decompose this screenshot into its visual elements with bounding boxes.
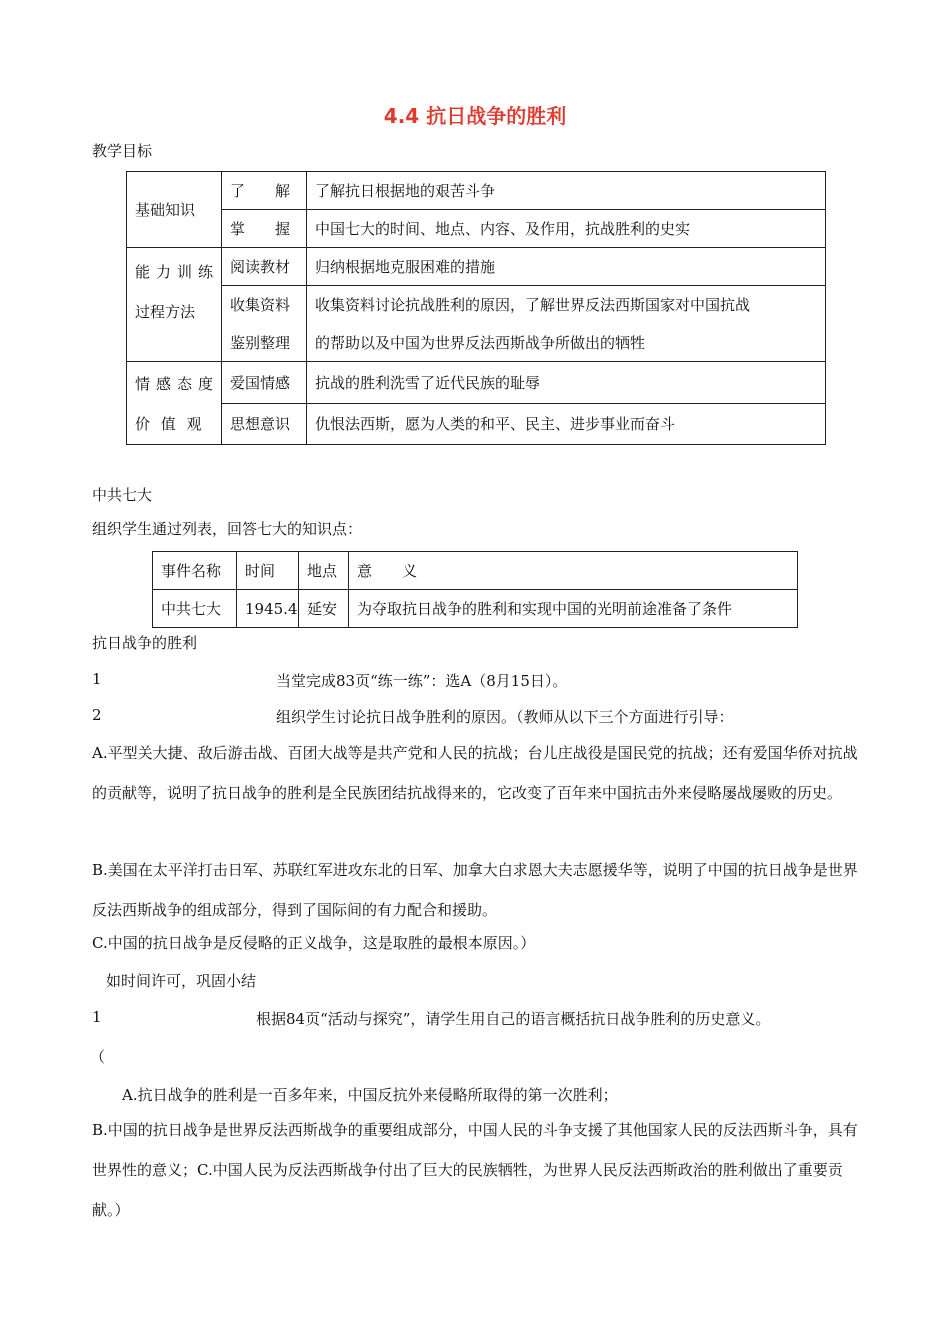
label-cell: 思想意识 <box>222 403 307 445</box>
cell: 中共七大 <box>153 590 237 628</box>
list-number: 1 <box>92 670 102 688</box>
paragraph-point-bc: B.中国的抗日战争是世界反法西斯战争的重要组成部分，中国人民的斗争支援了其他国家人民的反法西斯斗争，具有世界性的意义；C.中国人民为反法西斯战争付出了巨大的民族牺牲，为世界人民反法西斯政治的胜利做出了重要贡献。） <box>92 1121 858 1219</box>
section-heading: 中共七大 <box>92 486 153 504</box>
table-row <box>153 590 798 628</box>
paragraph-point-a: A.平型关大捷、敌后游击战、百团大战等是共产党和人民的抗战；台儿庄战役是国民党的抗战；还有爱国华侨对抗战的贡献等，说明了抗日战争的胜利是全民族团结抗战得来的，它改变了百年来中国抗击外来侵略屡战屡败的历史。 <box>92 744 858 802</box>
content-cell: 中国七大的时间、地点、内容、及作用，抗战胜利的史实 <box>307 210 826 248</box>
label-cell: 阅读教材 <box>222 248 307 286</box>
content-cell: 抗战的胜利洗雪了近代民族的耻辱 <box>307 362 826 404</box>
category-line: 情感态度 <box>135 375 220 393</box>
header-cell: 时间 <box>237 552 299 590</box>
label-cell: 了 解 <box>222 172 307 210</box>
cell: 1945.4 <box>237 590 299 628</box>
category-line: 过程方法 <box>135 303 196 321</box>
table-row <box>127 362 826 404</box>
table-header-row <box>153 552 798 590</box>
section-heading: 抗日战争的胜利 <box>92 634 198 652</box>
header-cell: 意 义 <box>349 552 798 590</box>
list-item-text: 当堂完成83页“练一练”：选A（8月15日）。 <box>276 672 568 690</box>
table-row <box>127 210 826 248</box>
table-row <box>127 324 826 362</box>
objectives-heading: 教学目标 <box>92 142 153 160</box>
label-cell: 掌 握 <box>222 210 307 248</box>
list-number: 2 <box>92 706 102 724</box>
paragraph-point-c: C.中国的抗日战争是反侵略的正义战争，这是取胜的最根本原因。） <box>92 934 536 952</box>
table-row <box>127 172 826 210</box>
instruction-text: 组织学生通过列表，回答七大的知识点： <box>92 520 363 538</box>
category-cell <box>127 362 222 445</box>
content-cell: 归纳根据地克服困难的措施 <box>307 248 826 286</box>
category-line: 价 值 观 <box>135 415 205 433</box>
congress-table <box>152 551 798 628</box>
header-cell: 事件名称 <box>153 552 237 590</box>
content-cell: 仇恨法西斯，愿为人类的和平、民主、进步事业而奋斗 <box>307 403 826 445</box>
page-title: 4.4 抗日战争的胜利 <box>383 104 567 128</box>
list-number: 1 <box>92 1008 102 1026</box>
content-cell: 收集资料讨论抗战胜利的原因，了解世界反法西斯国家对中国抗战 <box>307 286 826 324</box>
list-item-text: 根据84页“活动与探究”，请学生用自己的语言概括抗日战争胜利的历史意义。 <box>256 1010 771 1028</box>
content-cell: 的帮助以及中国为世界反法西斯战争所做出的牺牲 <box>307 324 826 362</box>
content-cell: 了解抗日根据地的艰苦斗争 <box>307 172 826 210</box>
category-line: 能力训练 <box>135 263 220 281</box>
table-row <box>127 248 826 286</box>
section-heading: 如时间许可，巩固小结 <box>106 972 257 990</box>
label-cell: 爱国情感 <box>222 362 307 404</box>
open-paren: （ <box>90 1048 106 1066</box>
category-cell: 基础知识 <box>127 172 222 248</box>
category-cell <box>127 248 222 362</box>
label-cell: 收集资料 <box>222 286 307 324</box>
cell: 为夺取抗日战争的胜利和实现中国的光明前途准备了条件 <box>349 590 798 628</box>
cell: 延安 <box>299 590 349 628</box>
table-row <box>127 403 826 445</box>
paragraph-point-b: B.美国在太平洋打击日军、苏联红军进攻东北的日军、加拿大白求恩大夫志愿援华等，说明了中国的抗日战争是世界反法西斯战争的组成部分，得到了国际间的有力配合和援助。 <box>92 861 858 919</box>
label-cell: 鉴别整理 <box>222 324 307 362</box>
objectives-table <box>126 171 826 445</box>
header-cell: 地点 <box>299 552 349 590</box>
table-row <box>127 286 826 324</box>
list-item-text: 组织学生讨论抗日战争胜利的原因。（教师从以下三个方面进行引导： <box>276 708 734 726</box>
paragraph-point-a: A.抗日战争的胜利是一百多年来，中国反抗外来侵略所取得的第一次胜利； <box>122 1086 618 1104</box>
